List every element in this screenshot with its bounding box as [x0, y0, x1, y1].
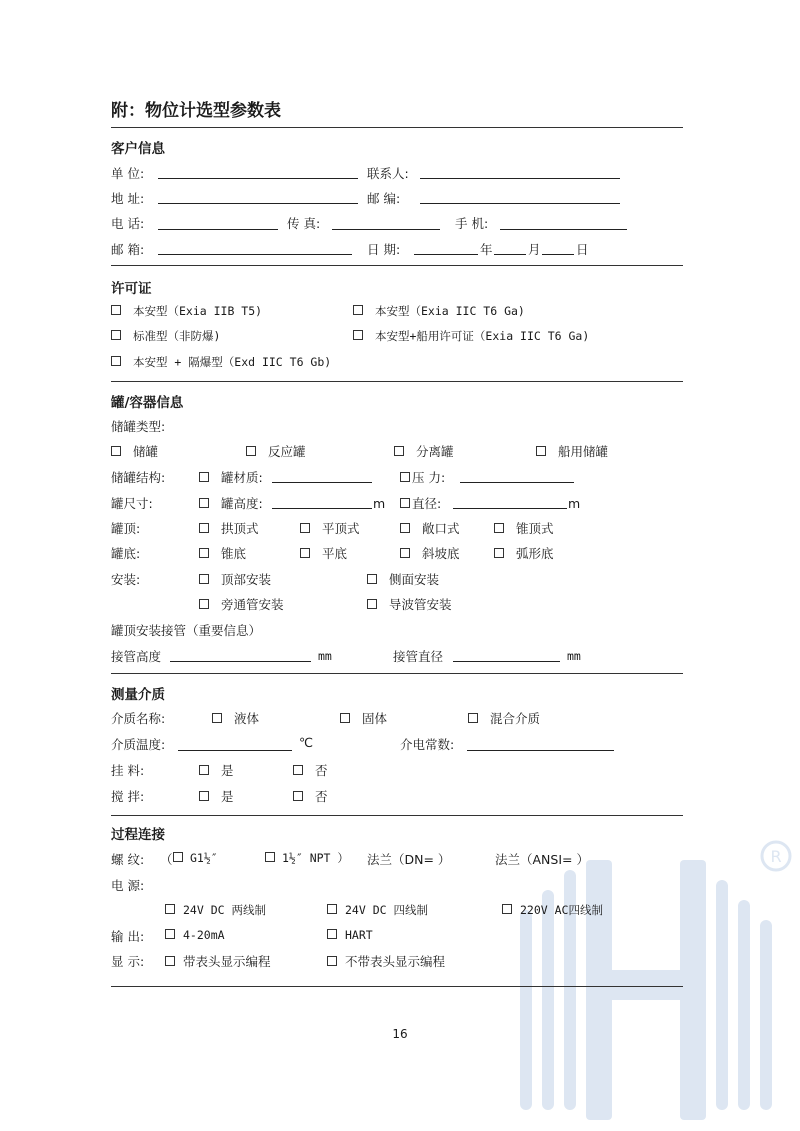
mobile-label: 手 机: — [455, 216, 489, 231]
address-label: 地 址: — [111, 191, 145, 206]
checkbox[interactable] — [394, 446, 404, 456]
tank-type-label: 储罐类型: — [111, 419, 166, 434]
year-field[interactable] — [414, 254, 478, 255]
checkbox[interactable] — [400, 472, 410, 482]
pressure-option[interactable]: 压 力: — [400, 468, 445, 486]
diameter-option[interactable]: 直径: — [400, 494, 441, 512]
day-field[interactable] — [542, 254, 574, 255]
svg-text:R: R — [770, 847, 782, 866]
license-option-2[interactable]: 本安型（Exia IIC T6 Ga) — [353, 303, 525, 319]
checkbox[interactable] — [199, 472, 209, 482]
output-label: 输 出: — [111, 929, 145, 944]
postcode-label: 邮 编: — [367, 191, 401, 206]
dielectric-field[interactable] — [467, 750, 614, 751]
flange-ansi: 法兰（ANSI= ） — [495, 852, 589, 867]
material-field[interactable] — [272, 482, 372, 483]
address-field[interactable] — [158, 203, 358, 204]
checkbox[interactable] — [111, 356, 121, 366]
medium-option[interactable]: 混合介质 — [468, 709, 540, 727]
checkbox[interactable] — [536, 446, 546, 456]
fax-label: 传 真: — [287, 216, 321, 231]
nozzle-height-field[interactable] — [170, 661, 311, 662]
hang-yes-option[interactable]: 是 — [199, 761, 234, 779]
tank-top-option[interactable]: 锥顶式 — [494, 519, 554, 537]
divider — [111, 986, 683, 987]
checkbox[interactable] — [212, 713, 222, 723]
stir-yes-option[interactable]: 是 — [199, 787, 234, 805]
email-label: 邮 箱: — [111, 242, 145, 257]
tank-structure-label: 储罐结构: — [111, 470, 166, 485]
section-heading-process: 过程连接 — [111, 827, 165, 843]
tank-bottom-option[interactable]: 斜坡底 — [400, 544, 460, 562]
thread-label: 螺 纹: — [111, 852, 145, 867]
license-option-1[interactable]: 本安型（Exia IIB T5) — [111, 303, 262, 319]
checkbox[interactable] — [340, 713, 350, 723]
month-label: 月 — [528, 242, 541, 257]
section-heading-medium: 测量介质 — [111, 687, 165, 703]
checkbox[interactable] — [199, 791, 209, 801]
checkbox[interactable] — [173, 852, 183, 862]
tank-material-option[interactable]: 罐材质: — [199, 468, 263, 486]
medium-temp-label: 介质温度: — [111, 737, 166, 752]
tank-top-option[interactable]: 敞口式 — [400, 519, 460, 537]
checkbox[interactable] — [494, 523, 504, 533]
flange-dn: 法兰（DN= ） — [367, 852, 451, 867]
checkbox[interactable] — [400, 548, 410, 558]
license-option-5[interactable]: 本安型 + 隔爆型（Exd IIC T6 Gb) — [111, 354, 331, 370]
checkbox[interactable] — [327, 929, 337, 939]
checkbox[interactable] — [246, 446, 256, 456]
power-option[interactable]: 24V DC 两线制 — [165, 902, 266, 918]
checkbox[interactable] — [265, 852, 275, 862]
display-option[interactable]: 不带表头显示编程 — [327, 952, 445, 970]
checkbox[interactable] — [165, 904, 175, 914]
checkbox[interactable] — [327, 956, 337, 966]
checkbox[interactable] — [111, 330, 121, 340]
checkbox[interactable] — [199, 574, 209, 584]
divider — [111, 673, 683, 674]
tank-height-field[interactable] — [272, 508, 372, 509]
contact-field[interactable] — [420, 178, 620, 179]
email-field[interactable] — [158, 254, 352, 255]
checkbox[interactable] — [502, 904, 512, 914]
thread-g-option[interactable]: G1½″ — [173, 850, 218, 865]
page-title: 附：物位计选型参数表 — [111, 101, 281, 121]
diameter-field[interactable] — [453, 508, 567, 509]
divider — [111, 381, 683, 382]
checkbox[interactable] — [353, 305, 363, 315]
tank-bottom-label: 罐底: — [111, 546, 141, 561]
fax-field[interactable] — [332, 229, 440, 230]
unit-m: m — [373, 496, 386, 511]
checkbox[interactable] — [367, 599, 377, 609]
tank-bottom-option[interactable]: 锥底 — [199, 544, 246, 562]
power-option[interactable]: 220V AC四线制 — [502, 902, 603, 918]
tank-top-option[interactable]: 平顶式 — [300, 519, 360, 537]
medium-option[interactable]: 固体 — [340, 709, 387, 727]
tank-bottom-option[interactable]: 弧形底 — [494, 544, 554, 562]
tank-top-option[interactable]: 拱顶式 — [199, 519, 259, 537]
unit-mm: mm — [318, 649, 332, 663]
thread-paren: （ — [160, 852, 173, 867]
license-option-3[interactable]: 标准型（非防爆) — [111, 328, 220, 344]
thread-npt-option[interactable]: 1½″ NPT ） — [265, 850, 349, 866]
date-label: 日 期: — [367, 242, 401, 257]
display-label: 显 示: — [111, 954, 145, 969]
month-field[interactable] — [494, 254, 526, 255]
checkbox[interactable] — [165, 956, 175, 966]
tank-type-option[interactable]: 反应罐 — [246, 442, 306, 460]
license-option-4[interactable]: 本安型+船用许可证（Exia IIC T6 Ga) — [353, 328, 589, 344]
stir-no-option[interactable]: 否 — [293, 787, 328, 805]
checkbox[interactable] — [400, 498, 410, 508]
nozzle-diameter-label: 接管直径 — [393, 649, 444, 664]
mobile-field[interactable] — [500, 229, 627, 230]
unit-m: m — [568, 496, 581, 511]
checkbox[interactable] — [300, 523, 310, 533]
checkbox[interactable] — [111, 305, 121, 315]
divider — [111, 815, 683, 816]
section-heading-license: 许可证 — [111, 281, 152, 297]
contact-label: 联系人: — [367, 166, 409, 181]
install-option[interactable]: 侧面安装 — [367, 570, 439, 588]
checkbox[interactable] — [400, 523, 410, 533]
nozzle-title: 罐顶安装接管（重要信息） — [111, 623, 262, 638]
output-option[interactable]: 4-20mA — [165, 927, 225, 942]
install-label: 安装: — [111, 572, 141, 587]
unit-label: 单 位: — [111, 166, 145, 181]
tank-top-label: 罐顶: — [111, 521, 141, 536]
page-number: 16 — [392, 1027, 408, 1041]
checkbox[interactable] — [293, 791, 303, 801]
unit-field[interactable] — [158, 178, 358, 179]
tank-height-option[interactable]: 罐高度: — [199, 494, 263, 512]
medium-option[interactable]: 液体 — [212, 709, 259, 727]
tank-type-option[interactable]: 储罐 — [111, 442, 158, 460]
postcode-field[interactable] — [420, 203, 620, 204]
checkbox[interactable] — [199, 599, 209, 609]
day-label: 日 — [576, 242, 589, 257]
hang-no-option[interactable]: 否 — [293, 761, 328, 779]
stir-label: 搅 拌: — [111, 789, 145, 804]
tank-bottom-option[interactable]: 平底 — [300, 544, 347, 562]
install-option[interactable]: 旁通管安装 — [199, 595, 284, 613]
install-option[interactable]: 顶部安装 — [199, 570, 271, 588]
section-heading-customer: 客户信息 — [111, 141, 165, 157]
output-option[interactable]: HART — [327, 927, 373, 942]
checkbox[interactable] — [165, 929, 175, 939]
install-option[interactable]: 导波管安装 — [367, 595, 452, 613]
power-option[interactable]: 24V DC 四线制 — [327, 902, 428, 918]
checkbox[interactable] — [468, 713, 478, 723]
display-option[interactable]: 带表头显示编程 — [165, 952, 271, 970]
dielectric-label: 介电常数: — [400, 737, 455, 752]
tank-size-label: 罐尺寸: — [111, 496, 153, 511]
medium-temp-field[interactable] — [178, 750, 292, 751]
checkbox[interactable] — [494, 548, 504, 558]
checkbox[interactable] — [199, 523, 209, 533]
medium-name-label: 介质名称: — [111, 711, 166, 726]
power-label: 电 源: — [111, 878, 145, 893]
pressure-field[interactable] — [460, 482, 574, 483]
phone-label: 电 话: — [111, 216, 145, 231]
checkbox[interactable] — [199, 548, 209, 558]
nozzle-diameter-field[interactable] — [453, 661, 560, 662]
section-heading-tank: 罐/容器信息 — [111, 395, 184, 411]
checkbox[interactable] — [353, 330, 363, 340]
hang-label: 挂 料: — [111, 763, 145, 778]
nozzle-height-label: 接管高度 — [111, 649, 162, 664]
temp-unit: ℃ — [299, 735, 314, 750]
checkbox[interactable] — [199, 765, 209, 775]
checkbox[interactable] — [111, 446, 121, 456]
checkbox[interactable] — [367, 574, 377, 584]
checkbox[interactable] — [293, 765, 303, 775]
checkbox[interactable] — [199, 498, 209, 508]
unit-mm: mm — [567, 649, 581, 663]
checkbox[interactable] — [300, 548, 310, 558]
divider — [111, 127, 683, 128]
year-label: 年 — [480, 242, 493, 257]
checkbox[interactable] — [327, 904, 337, 914]
divider — [111, 265, 683, 266]
tank-type-option[interactable]: 船用储罐 — [536, 442, 608, 460]
tank-type-option[interactable]: 分离罐 — [394, 442, 454, 460]
phone-field[interactable] — [158, 229, 278, 230]
